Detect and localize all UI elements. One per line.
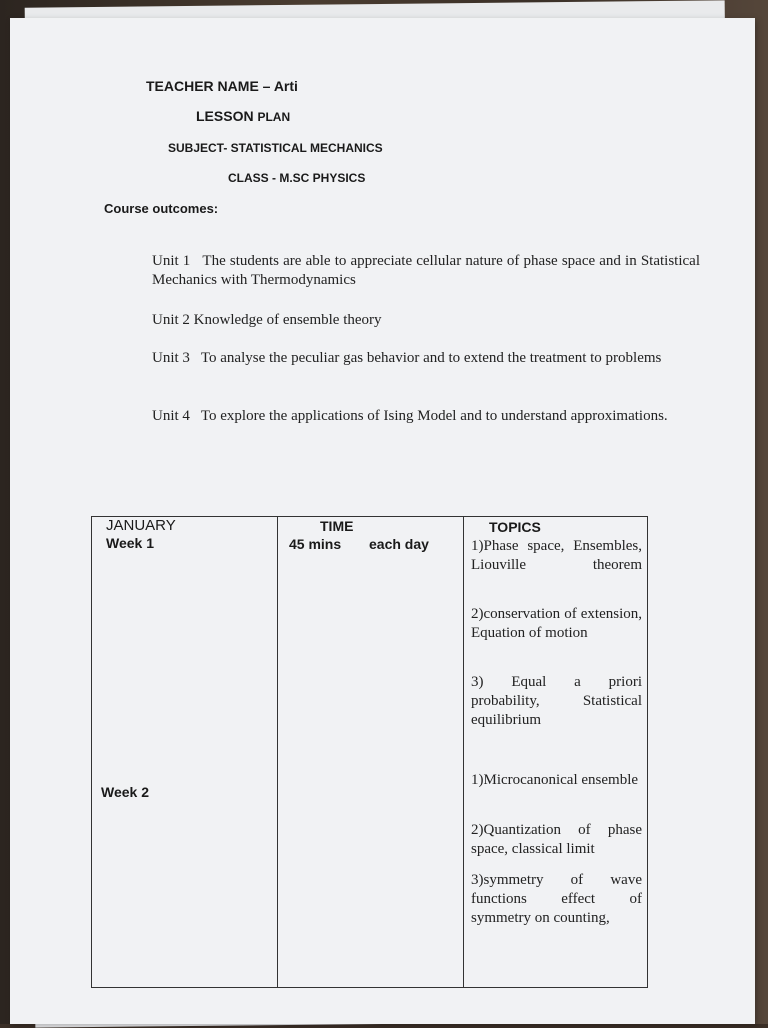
topics-header: TOPICS <box>489 519 541 535</box>
lesson-title-small: PLAN <box>257 110 291 124</box>
lesson-plan-title <box>196 108 290 124</box>
table-divider <box>277 517 278 987</box>
topic-item: 2)Quantization of phase space, classical limit <box>471 822 642 857</box>
time-value: 45 mins <box>289 536 342 552</box>
subject-line: SUBJECT- STATISTICAL MECHANICS <box>168 141 383 155</box>
lesson-plan-page <box>10 18 755 1024</box>
unit-text: To analyse the peculiar gas behavior and to extend the treatment to problems <box>200 350 662 366</box>
time-header: TIME <box>320 518 354 534</box>
topic-item: 1)Microcanonical ensemble <box>471 772 639 788</box>
schedule-table <box>91 516 648 988</box>
unit-3-outcome <box>152 349 700 368</box>
unit-label: Unit 3 <box>152 350 190 366</box>
month-header: JANUARY <box>106 517 176 534</box>
teacher-name: TEACHER NAME – Arti <box>146 78 298 94</box>
unit-text: The students are able to appreciate cellular nature of phase space and in Statistical Mechanics with Thermodynamics <box>152 253 700 288</box>
unit-text: To explore the applications of Ising Model and to understand approximations. <box>200 408 668 424</box>
unit-text: Knowledge of ensemble theory <box>193 312 382 328</box>
topic-item: 1)Phase space, Ensembles, Liouville theorem <box>471 538 642 573</box>
unit-4-outcome <box>152 407 700 426</box>
time-suffix: each day <box>369 536 429 552</box>
unit-2-outcome <box>152 311 700 330</box>
topic-item: 3) Equal a priori probability, Statistical equilibrium <box>471 674 642 728</box>
unit-label: Unit 4 <box>152 408 190 424</box>
table-divider <box>463 517 464 987</box>
class-line: CLASS - M.SC PHYSICS <box>228 171 366 185</box>
topic-item: 3)symmetry of wave functions effect of symmetry on counting, <box>471 872 642 926</box>
topic-item: 2)conservation of extension, Equation of motion <box>471 606 642 641</box>
week-1-label: Week 1 <box>106 535 154 551</box>
week-2-label: Week 2 <box>101 784 149 800</box>
unit-label: Unit 2 <box>152 312 190 328</box>
lesson-title-main: LESSON <box>196 108 254 124</box>
course-outcomes-label: Course outcomes: <box>104 201 219 216</box>
unit-1-outcome <box>152 252 700 290</box>
unit-label: Unit 1 <box>152 253 191 269</box>
